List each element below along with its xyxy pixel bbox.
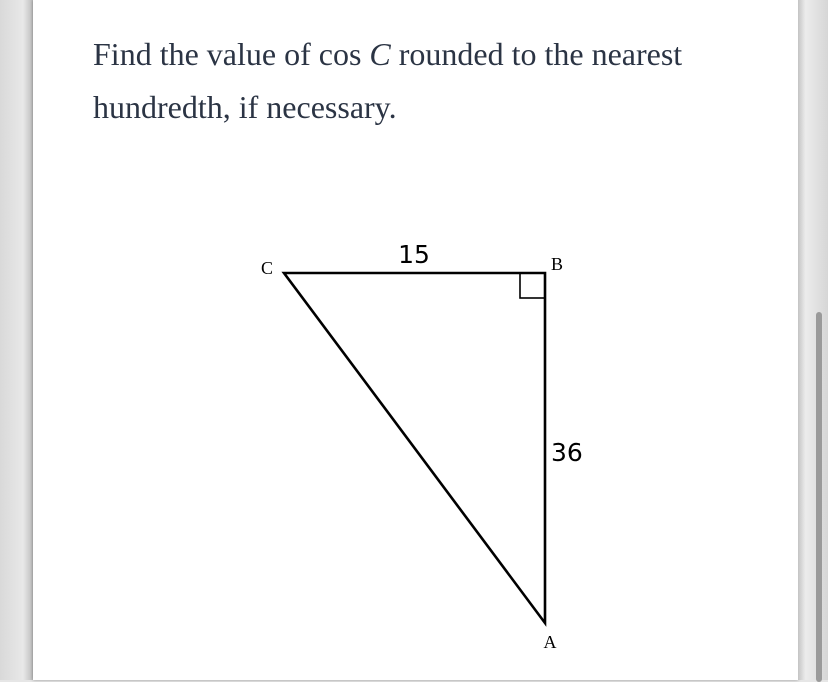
left-backdrop <box>0 0 33 680</box>
vertex-label-b: B <box>550 254 564 274</box>
question-prefix: Find the value of cos <box>93 36 370 72</box>
side-label-ba: 36 <box>551 438 583 467</box>
question-suffix: rounded to the nearest hundredth, if necessary. <box>93 36 683 125</box>
vertex-label-c: C <box>260 258 274 278</box>
scrollbar-thumb[interactable] <box>816 312 822 682</box>
right-backdrop <box>798 0 828 680</box>
right-angle-marker <box>520 273 545 298</box>
question-card <box>33 0 798 680</box>
triangle-shape <box>284 273 545 623</box>
triangle-figure <box>33 0 798 680</box>
vertex-label-a: A <box>543 632 557 652</box>
question-variable: C <box>369 36 391 72</box>
side-label-cb: 15 <box>398 240 430 269</box>
